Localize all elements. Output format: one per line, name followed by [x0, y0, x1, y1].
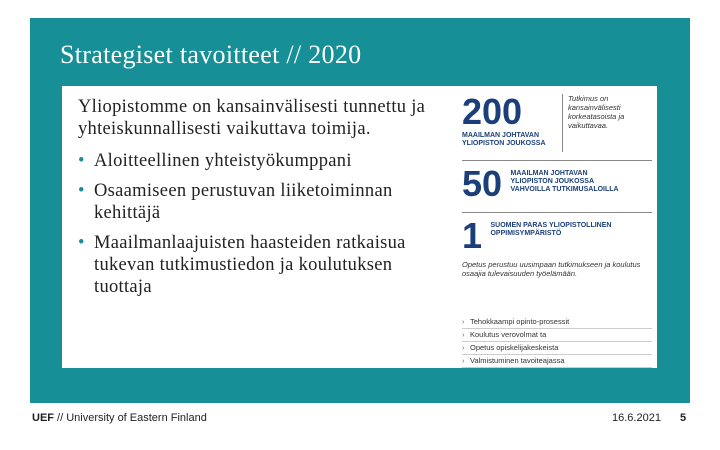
bullet-text: Aloitteellinen yhteistyökumppani: [94, 151, 352, 171]
bullet-item: [78, 180, 448, 224]
stat-number: 1: [462, 215, 483, 256]
footer-org-name: // University of Eastern Finland: [54, 412, 207, 424]
page-number: 5: [680, 412, 687, 424]
bullet-text: Osaamiseen perustuvan liiketoiminnan kehittäjä: [94, 181, 393, 223]
stat-label: MAAILMAN JOHTAVAN YLIOPISTON JOUKOSSA: [462, 132, 546, 147]
chevron-right-icon: ›: [462, 317, 465, 326]
divider: [462, 160, 652, 161]
list-item-label: Tehokkaampi opinto-prosessit: [470, 317, 570, 326]
stat-note: Opetus perustuu uusimpaan tutkimukseen ja koulutus osaajia tulevaisuuden työelämään.: [462, 260, 641, 278]
list-item: [462, 316, 652, 329]
list-item: [462, 355, 652, 368]
footer-brand: UEF: [32, 412, 54, 424]
content-panel: [62, 86, 657, 368]
stat-number: 50: [462, 163, 503, 204]
list-item: [462, 329, 652, 342]
stat-number: 200: [462, 91, 523, 132]
feature-list: [462, 316, 652, 368]
stat-label: SUOMEN PARAS YLIOPISTOLLINEN OPPIMISYMPÄRISTÖ: [490, 222, 612, 237]
list-item-label: Koulutus verovolmat ta: [470, 330, 547, 339]
text-column: [78, 96, 448, 306]
list-item: [462, 342, 652, 355]
bullet-icon: •: [78, 181, 85, 201]
slide-title: Strategiset tavoitteet // 2020: [60, 40, 362, 69]
divider: [462, 212, 652, 213]
stat-50: [462, 163, 652, 204]
list-item-label: Valmistuminen tavoiteajassa: [470, 356, 565, 365]
bullet-text: Maailmanlaajuisten haasteiden ratkaisua tukevan tutkimustiedon ja koulutuksen tuottaja: [94, 233, 406, 297]
stat-note: Tutkimus on kansainvälisesti korkeatasoista ja vaikuttavaa.: [568, 94, 625, 130]
chevron-right-icon: ›: [462, 343, 465, 352]
footer-date: 16.6.2021: [612, 412, 661, 424]
footer-organization: [32, 412, 207, 424]
bullet-icon: •: [78, 233, 85, 253]
bullet-icon: •: [78, 151, 85, 171]
chevron-right-icon: ›: [462, 330, 465, 339]
stat-label: MAAILMAN JOHTAVAN YLIOPISTON JOUKOSSA VAHVOILLA TUTKIMUSALOILLA: [510, 170, 619, 193]
chevron-right-icon: ›: [462, 356, 465, 365]
stat-200: [462, 91, 557, 148]
stat-1: [462, 215, 652, 278]
list-item-label: Opetus opiskelijakeskeista: [470, 343, 559, 352]
divider: [562, 94, 563, 152]
infographic: [462, 91, 652, 365]
lead-paragraph: Yliopistomme on kansainvälisesti tunnettu ja yhteiskunnallisesti vaikuttava toimija.: [78, 97, 426, 139]
bullet-item: [78, 150, 448, 172]
bullet-item: [78, 232, 448, 298]
